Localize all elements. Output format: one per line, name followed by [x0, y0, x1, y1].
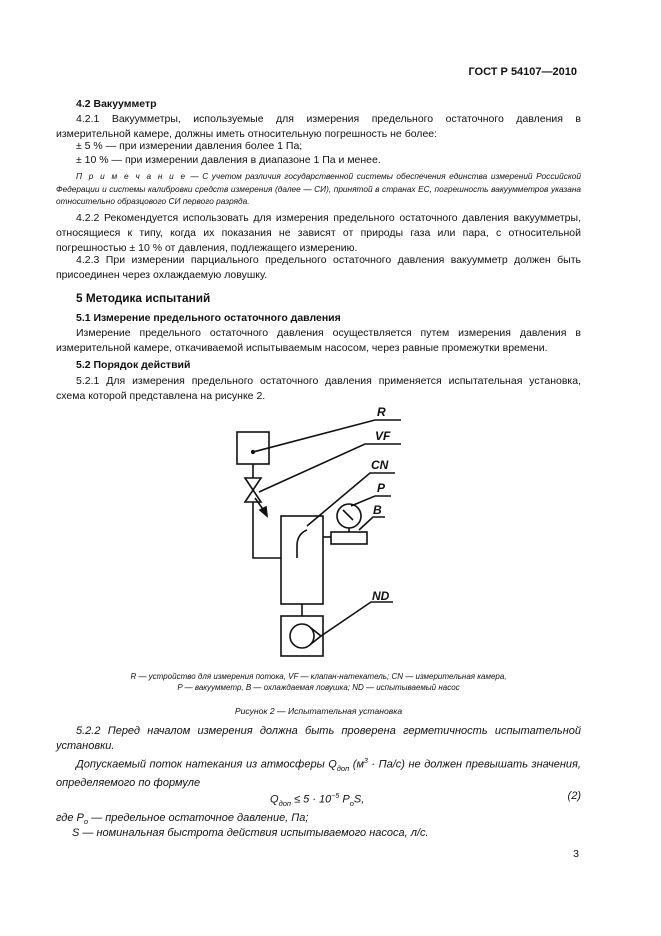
formula-number: (2): [567, 790, 581, 802]
list-item-2: ± 10 % — при измерении давления в диапазоне 1 Па и менее.: [76, 154, 381, 166]
where-b: — предельное остаточное давление, Па;: [88, 812, 309, 824]
formula-exp: −5: [331, 793, 340, 800]
label-b: B: [373, 503, 382, 517]
figure-legend-1: R — устройство для измерения потока, VF — клапан-натекатель; CN — измерительная камера,: [130, 672, 507, 681]
leak-text-b: (м: [349, 758, 364, 771]
cold-trap: [331, 532, 367, 544]
formula-mid: ≤ 5 · 10: [291, 793, 332, 806]
note-label: П р и м е ч а н и е: [76, 171, 187, 181]
figure-caption: Рисунок 2 — Испытательная установка: [234, 706, 403, 716]
leak-sup: 3: [363, 758, 368, 765]
paragraph-leak-flow: [56, 754, 581, 791]
leader-nd: [321, 602, 393, 636]
gauge-needle: [343, 510, 353, 520]
figure-test-setup: [225, 400, 415, 662]
formula: [270, 789, 364, 811]
label-nd: ND: [372, 589, 390, 603]
paragraph-5-2-2: 5.2.2 Перед началом измерения должна быть проверена герметичность испытательной установки.: [56, 725, 581, 752]
formula-q: Q: [270, 793, 279, 806]
chamber-inlet-tube: [297, 530, 307, 558]
page-number: 3: [573, 848, 579, 860]
leak-sub: доп: [336, 763, 350, 773]
section-title-5-2: 5.2 Порядок действий: [76, 359, 191, 371]
flow-meter-box: [237, 432, 269, 464]
paragraph-5-2-1: 5.2.1 Для измерения предельного остаточного давления применяется испытательная установка, схема которой представлена на рисунке 2.: [56, 375, 581, 402]
formula-p-sub: о: [349, 798, 354, 808]
leader-p: [351, 496, 391, 506]
pump-box: [281, 616, 323, 656]
leak-text-c: · Па/с) не должен превышать значения, определяемого по формуле: [56, 758, 581, 789]
section-title-4-2: 4.2 Вакуумметр: [76, 98, 157, 110]
label-cn: CN: [371, 458, 389, 472]
formula-q-sub: доп: [278, 798, 292, 808]
paragraph-4-2-1: 4.2.1 Вакуумметры, используемые для измерения предельного остаточного давления в измерительной камере, должны иметь относительную погрешность не более:: [56, 113, 581, 140]
pipe-valve-chamber: [253, 510, 281, 558]
list-item-1: ± 5 % — при измерении давления более 1 Па;: [76, 140, 303, 152]
where-line-2: S — номинальная быстрота действия испытываемого насоса, л/с.: [72, 827, 429, 839]
paragraph-4-2-2: 4.2.2 Рекомендуется использовать для измерения предельного остаточного давления вакуумметры, относящиеся к типу, когда их показания не зависят от природы газа или пара, с относительной погрешностью ± 10 % от давления, подлежащего измерению.: [56, 212, 581, 254]
note-text: — С учетом различия государственной системы обеспечения единства измерений Российской Федерации и системы калибровки средств измерения (далее — СИ), принятой в странах ЕС, погрешность вакуумметров указана относительно образцового СИ первого разряда.: [56, 171, 581, 206]
where-sub: о: [83, 817, 89, 827]
paragraph-4-2-3: 4.2.3 При измерении парциального предельного остаточного давления вакуумметр должен быть присоединен через охлаждаемую ловушку.: [56, 254, 581, 281]
pump-rotor: [290, 624, 314, 648]
leader-b: [359, 517, 385, 530]
formula-s: S,: [353, 793, 365, 806]
label-p: P: [377, 481, 386, 495]
formula-p: P: [339, 793, 350, 806]
figure-legend-2: P — вакуумметр, B — охлаждаемая ловушка; ND — испытываемый насос: [177, 683, 460, 692]
document-id: ГОСТ Р 54107—2010: [468, 66, 577, 78]
note: [56, 170, 581, 208]
valve-lower: [245, 490, 261, 502]
measuring-chamber: [281, 516, 323, 604]
flow-arrow-head: [260, 507, 267, 516]
leak-text-a: Допускаемый поток натекания из атмосферы Q: [76, 758, 337, 771]
label-r: R: [377, 405, 386, 419]
section-title-5-1: 5.1 Измерение предельного остаточного давления: [76, 312, 341, 324]
where-a: где P: [56, 812, 84, 824]
label-vf: VF: [375, 429, 391, 443]
section-title-5: 5 Методика испытаний: [76, 291, 211, 305]
valve-upper: [245, 478, 261, 490]
paragraph-5-1: Измерение предельного остаточного давления осуществляется путем измерения давления в измерительной камере, откачиваемой испытываемым насосом, через равные промежутки времени.: [56, 327, 581, 354]
